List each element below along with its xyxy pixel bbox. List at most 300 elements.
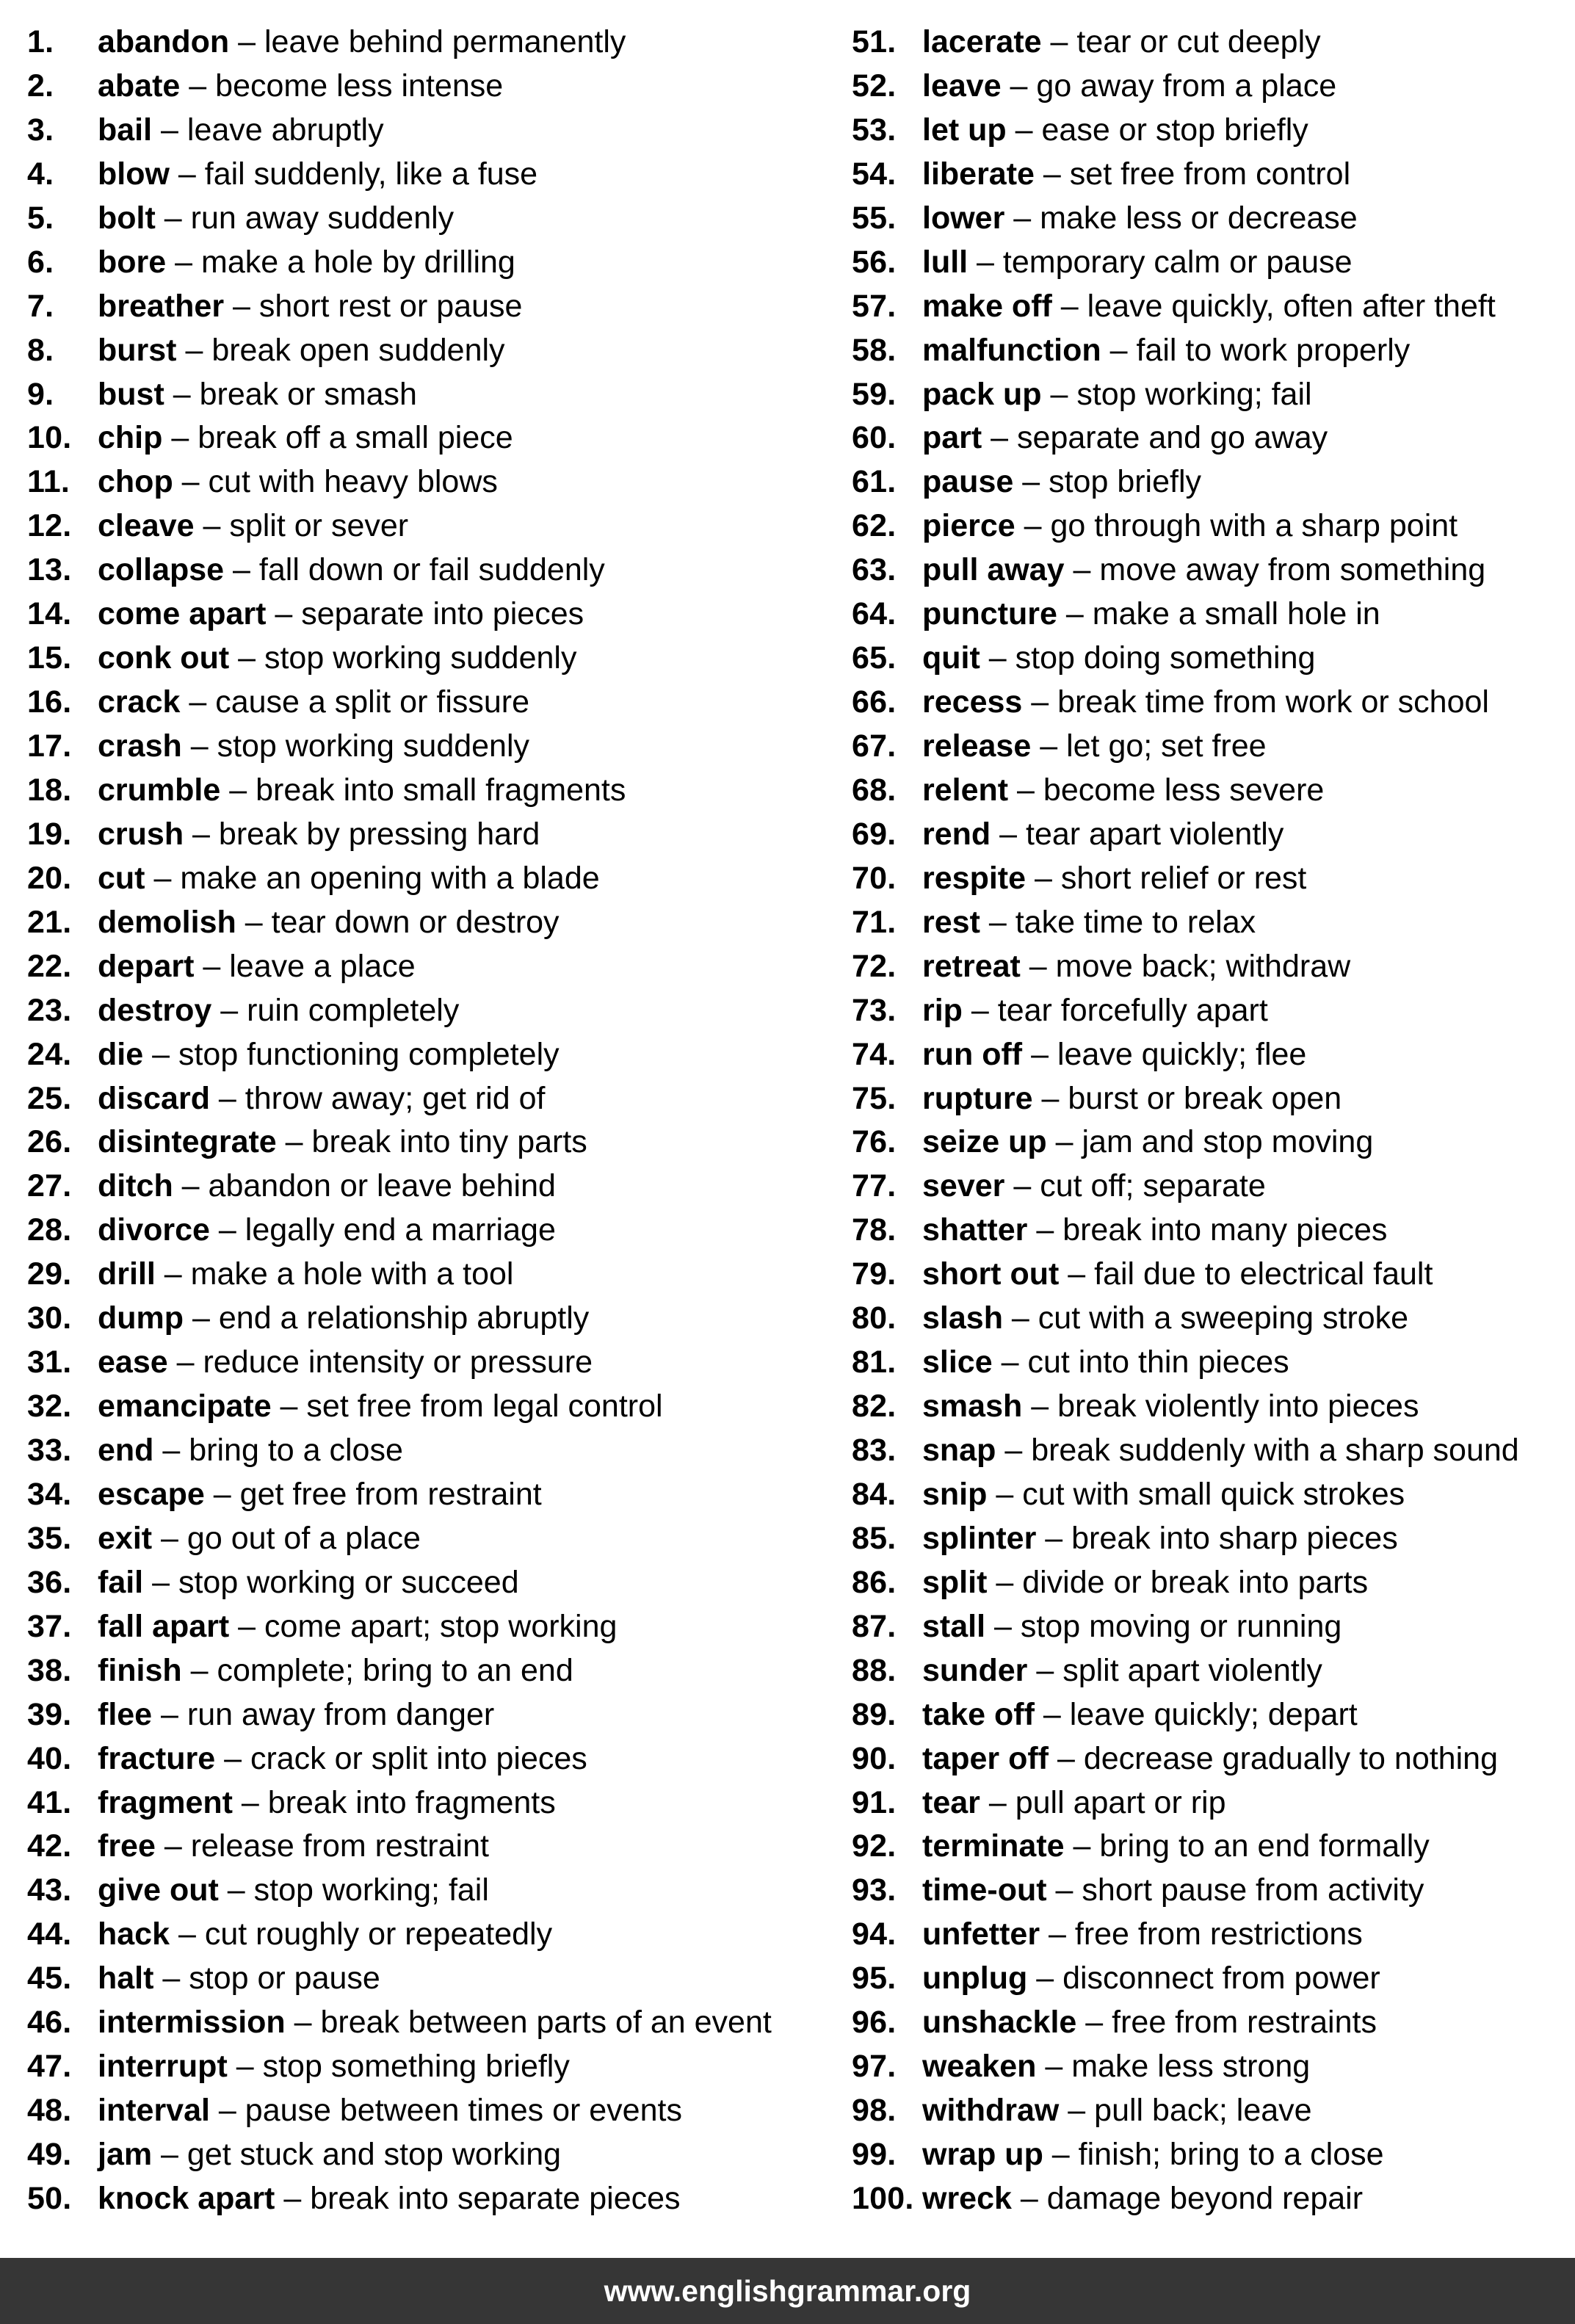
item-separator: – (209, 2093, 245, 2129)
item-separator: – (1051, 288, 1087, 324)
item-separator: – (1046, 1124, 1082, 1160)
list-item (852, 637, 1519, 681)
item-term: release (922, 728, 1032, 764)
item-definition: make a small hole in (1092, 596, 1380, 632)
item-definition: divide or break into parts (1022, 1564, 1369, 1600)
item-term: bolt (98, 200, 156, 236)
item-separator: – (215, 1740, 250, 1776)
item-number: 62. (852, 508, 897, 544)
item-separator: – (1022, 684, 1058, 720)
item-separator: – (194, 508, 230, 544)
item-separator: – (232, 1784, 268, 1820)
item-term: drill (98, 1256, 156, 1292)
item-separator: – (143, 1036, 178, 1072)
item-separator: – (968, 244, 1003, 280)
item-definition: disconnect from power (1062, 1961, 1380, 1997)
item-number: 53. (852, 112, 897, 148)
list-item (27, 945, 772, 989)
item-separator: – (211, 992, 247, 1028)
item-term: rend (922, 816, 991, 852)
item-definition: bring to an end formally (1099, 1828, 1430, 1864)
list-item (27, 769, 772, 813)
item-number: 94. (852, 1916, 897, 1952)
list-item (27, 2177, 772, 2221)
item-separator: – (1059, 2093, 1095, 2129)
item-number: 30. (27, 1300, 72, 1336)
list-item (27, 637, 772, 681)
item-term: collapse (98, 552, 225, 588)
item-separator: – (229, 1608, 265, 1644)
item-separator: – (164, 376, 200, 412)
item-definition: get stuck and stop working (187, 2137, 562, 2172)
item-definition: ease or stop briefly (1041, 112, 1308, 148)
item-number: 46. (27, 2005, 72, 2041)
item-number: 22. (27, 948, 72, 984)
list-item (27, 241, 772, 285)
item-definition: pause between times or events (245, 2093, 682, 2129)
item-term: jam (98, 2137, 153, 2172)
item-term: leave (922, 68, 1002, 104)
list-item (27, 1825, 772, 1869)
item-term: hack (98, 1916, 170, 1952)
item-separator: – (1034, 1696, 1070, 1732)
item-definition: end a relationship abruptly (218, 1300, 590, 1336)
item-number: 65. (852, 640, 897, 676)
item-term: shatter (922, 1212, 1028, 1248)
item-definition: crack or split into pieces (250, 1740, 587, 1776)
item-definition: go out of a place (187, 1520, 421, 1556)
item-separator: – (209, 1080, 245, 1116)
item-number: 63. (852, 552, 897, 588)
list-item (27, 2045, 772, 2089)
list-item (27, 1385, 772, 1429)
item-definition: finish; bring to a close (1078, 2137, 1384, 2172)
item-separator: – (1020, 948, 1056, 984)
item-term: crack (98, 684, 181, 720)
item-definition: break between parts of an event (320, 2005, 772, 2041)
item-separator: – (224, 288, 259, 324)
item-number: 8. (27, 332, 54, 368)
item-number: 90. (852, 1740, 897, 1776)
item-term: lacerate (922, 24, 1042, 59)
list-item (852, 1605, 1519, 1649)
item-number: 18. (27, 772, 72, 808)
list-item (27, 504, 772, 549)
item-definition: leave quickly; flee (1057, 1036, 1307, 1072)
item-separator: – (184, 816, 219, 852)
list-item (27, 1429, 772, 1473)
item-number: 79. (852, 1256, 897, 1292)
word-list-column-right (852, 21, 1519, 2221)
item-separator: – (209, 1212, 245, 1248)
item-term: chip (98, 420, 163, 456)
item-separator: – (1027, 1961, 1063, 1997)
item-separator: – (181, 1652, 217, 1688)
item-definition: fail to work properly (1136, 332, 1411, 368)
item-definition: cut roughly or repeatedly (204, 1916, 553, 1952)
item-term: abate (98, 68, 181, 104)
item-term: time-out (922, 1872, 1047, 1908)
item-term: conk out (98, 640, 230, 676)
footer-bar (0, 2258, 1575, 2324)
item-number: 96. (852, 2005, 897, 2041)
item-term: come apart (98, 596, 267, 632)
list-item (852, 1077, 1519, 1121)
item-separator: – (1022, 1036, 1057, 1072)
item-number: 41. (27, 1784, 72, 1820)
item-separator: – (167, 1344, 203, 1380)
item-term: discard (98, 1080, 210, 1116)
item-definition: cut into thin pieces (1027, 1344, 1289, 1380)
item-separator: – (153, 1961, 189, 1997)
list-item (27, 813, 772, 857)
item-definition: break time from work or school (1057, 684, 1489, 720)
item-number: 17. (27, 728, 72, 764)
item-term: relent (922, 772, 1009, 808)
list-item (852, 416, 1519, 460)
list-item (27, 329, 772, 373)
item-separator: – (1032, 1080, 1068, 1116)
item-number: 48. (27, 2093, 72, 2129)
list-item (27, 197, 772, 241)
item-separator: – (1001, 68, 1037, 104)
item-separator: – (152, 2137, 187, 2172)
list-item (852, 373, 1519, 417)
item-term: cut (98, 860, 145, 896)
item-separator: – (155, 200, 191, 236)
item-term: crumble (98, 772, 221, 808)
item-separator: – (180, 684, 216, 720)
item-definition: move away from something (1099, 552, 1486, 588)
item-separator: – (1011, 2180, 1047, 2216)
item-definition: break by pressing hard (218, 816, 540, 852)
item-separator: – (194, 948, 230, 984)
item-definition: make a hole by drilling (201, 244, 515, 280)
list-item (27, 1869, 772, 1913)
item-term: retreat (922, 948, 1021, 984)
list-item (27, 1341, 772, 1385)
item-separator: – (275, 2180, 311, 2216)
item-term: smash (922, 1389, 1023, 1425)
item-term: blow (98, 156, 170, 192)
list-item (27, 857, 772, 901)
item-definition: ruin completely (247, 992, 460, 1028)
item-definition: tear down or destroy (271, 904, 560, 940)
list-item (27, 1957, 772, 2001)
list-item (852, 1649, 1519, 1693)
item-term: slash (922, 1300, 1003, 1336)
item-definition: become less intense (215, 68, 504, 104)
item-number: 55. (852, 200, 897, 236)
item-number: 69. (852, 816, 897, 852)
item-term: weaken (922, 2049, 1037, 2085)
item-definition: temporary calm or pause (1002, 244, 1353, 280)
item-number: 91. (852, 1784, 897, 1820)
item-number: 13. (27, 552, 72, 588)
item-term: fall apart (98, 1608, 230, 1644)
list-item (27, 901, 772, 945)
item-number: 39. (27, 1696, 72, 1732)
item-definition: pull apart or rip (1015, 1784, 1226, 1820)
item-number: 9. (27, 376, 54, 412)
item-term: bore (98, 244, 167, 280)
item-term: ease (98, 1344, 168, 1380)
item-term: halt (98, 1961, 154, 1997)
item-definition: cut off; separate (1040, 1168, 1266, 1204)
item-term: stall (922, 1608, 986, 1644)
list-item (852, 901, 1519, 945)
item-definition: stop or pause (189, 1961, 380, 1997)
item-definition: break off a small piece (198, 420, 513, 456)
list-item (27, 2133, 772, 2177)
item-definition: reduce intensity or pressure (203, 1344, 593, 1380)
item-definition: stop doing something (1015, 640, 1316, 676)
list-item (852, 2001, 1519, 2045)
list-item (27, 1297, 772, 1341)
item-definition: stop functioning completely (178, 1036, 560, 1072)
list-item (27, 989, 772, 1033)
list-item (852, 549, 1519, 593)
item-separator: – (1031, 728, 1067, 764)
item-definition: leave quickly; depart (1069, 1696, 1358, 1732)
item-definition: fail due to electrical fault (1094, 1256, 1433, 1292)
item-term: unfetter (922, 1916, 1040, 1952)
item-number: 51. (852, 24, 897, 59)
item-definition: take time to relax (1015, 904, 1256, 940)
item-separator: – (980, 640, 1015, 676)
list-item (852, 593, 1519, 637)
item-term: puncture (922, 596, 1057, 632)
list-item (27, 681, 772, 725)
item-separator: – (1049, 1740, 1084, 1776)
item-term: chop (98, 464, 173, 500)
list-item (27, 285, 772, 329)
item-definition: fall down or fail suddenly (258, 552, 605, 588)
item-definition: stop working or succeed (178, 1564, 519, 1600)
item-number: 34. (27, 1476, 72, 1512)
item-number: 88. (852, 1652, 897, 1688)
item-number: 74. (852, 1036, 897, 1072)
item-definition: move back; withdraw (1055, 948, 1351, 984)
item-definition: stop working; fail (1076, 376, 1312, 412)
item-definition: stop working suddenly (217, 728, 530, 764)
item-number: 97. (852, 2049, 897, 2085)
item-separator: – (980, 904, 1015, 940)
item-number: 80. (852, 1300, 897, 1336)
item-term: unshackle (922, 2005, 1077, 2041)
list-item (27, 1033, 772, 1077)
item-separator: – (271, 1389, 307, 1425)
item-number: 31. (27, 1344, 72, 1380)
item-definition: cut with heavy blows (208, 464, 498, 500)
item-definition: throw away; get rid of (245, 1080, 546, 1116)
item-term: malfunction (922, 332, 1101, 368)
item-term: exit (98, 1520, 153, 1556)
item-number: 61. (852, 464, 897, 500)
item-definition: complete; bring to an end (217, 1652, 573, 1688)
item-term: cleave (98, 508, 195, 544)
item-definition: leave behind permanently (264, 24, 626, 59)
list-item (852, 857, 1519, 901)
item-term: taper off (922, 1740, 1049, 1776)
item-separator: – (1059, 1256, 1095, 1292)
item-number: 57. (852, 288, 897, 324)
item-term: splinter (922, 1520, 1037, 1556)
item-separator: – (285, 2005, 321, 2041)
item-definition: break into tiny parts (311, 1124, 587, 1160)
list-item (852, 1209, 1519, 1253)
list-item (27, 2089, 772, 2133)
item-separator: – (1036, 1520, 1072, 1556)
item-term: dump (98, 1300, 184, 1336)
item-term: bail (98, 112, 153, 148)
item-definition: come apart; stop working (264, 1608, 618, 1644)
item-separator: – (229, 24, 264, 59)
item-term: pull away (922, 552, 1065, 588)
item-term: rest (922, 904, 980, 940)
item-number: 47. (27, 2049, 72, 2085)
item-definition: stop briefly (1049, 464, 1202, 500)
item-number: 85. (852, 1520, 897, 1556)
item-number: 6. (27, 244, 54, 280)
item-definition: break into small fragments (256, 772, 626, 808)
item-separator: – (1027, 1212, 1063, 1248)
item-separator: – (980, 1784, 1015, 1820)
item-separator: – (982, 420, 1018, 456)
item-separator: – (145, 860, 181, 896)
item-definition: leave quickly, often after theft (1087, 288, 1496, 324)
item-number: 38. (27, 1652, 72, 1688)
item-term: ditch (98, 1168, 173, 1204)
item-separator: – (1046, 1872, 1082, 1908)
list-item (852, 1957, 1519, 2001)
item-number: 35. (27, 1520, 72, 1556)
item-separator: – (1041, 24, 1077, 59)
item-definition: run away from danger (187, 1696, 495, 1732)
item-number: 56. (852, 244, 897, 280)
list-item (852, 285, 1519, 329)
item-separator: – (152, 1520, 187, 1556)
item-definition: jam and stop moving (1082, 1124, 1374, 1160)
list-item (27, 725, 772, 769)
list-item (27, 1165, 772, 1209)
item-term: make off (922, 288, 1052, 324)
item-separator: – (1006, 112, 1042, 148)
item-number: 86. (852, 1564, 897, 1600)
item-term: lull (922, 244, 968, 280)
item-number: 5. (27, 200, 54, 236)
item-number: 83. (852, 1433, 897, 1468)
item-definition: make less or decrease (1040, 200, 1358, 236)
item-term: depart (98, 948, 195, 984)
list-item (27, 2001, 772, 2045)
item-term: part (922, 420, 982, 456)
item-number: 50. (27, 2180, 72, 2216)
item-term: burst (98, 332, 177, 368)
item-number: 14. (27, 596, 72, 632)
item-separator: – (992, 1344, 1028, 1380)
item-number: 73. (852, 992, 897, 1028)
item-term: end (98, 1433, 154, 1468)
item-term: wrap up (922, 2137, 1043, 2172)
item-definition: cut with small quick strokes (1022, 1476, 1405, 1512)
item-term: lower (922, 200, 1005, 236)
item-term: split (922, 1564, 988, 1600)
item-separator: – (1015, 508, 1051, 544)
item-definition: leave abruptly (187, 112, 384, 148)
item-term: fracture (98, 1740, 216, 1776)
item-separator: – (1064, 552, 1100, 588)
list-item (27, 1253, 772, 1297)
item-number: 64. (852, 596, 897, 632)
list-item (27, 1473, 772, 1517)
item-term: snip (922, 1476, 988, 1512)
item-definition: stop working; fail (253, 1872, 489, 1908)
item-term: crash (98, 728, 182, 764)
item-number: 89. (852, 1696, 897, 1732)
list-item (27, 1561, 772, 1605)
item-number: 66. (852, 684, 897, 720)
list-item (852, 1693, 1519, 1737)
item-number: 25. (27, 1080, 72, 1116)
item-separator: – (184, 1300, 219, 1336)
list-item (852, 1913, 1519, 1957)
item-separator: – (176, 332, 212, 368)
item-term: escape (98, 1476, 205, 1512)
item-definition: break into many pieces (1062, 1212, 1388, 1248)
item-separator: – (227, 2049, 263, 2085)
item-definition: decrease gradually to nothing (1083, 1740, 1498, 1776)
item-number: 20. (27, 860, 72, 896)
item-number: 99. (852, 2137, 897, 2172)
item-number: 92. (852, 1828, 897, 1864)
item-separator: – (987, 1476, 1023, 1512)
item-number: 70. (852, 860, 897, 896)
item-definition: tear apart violently (1026, 816, 1284, 852)
item-separator: – (991, 816, 1026, 852)
item-definition: separate into pieces (301, 596, 584, 632)
list-item (852, 329, 1519, 373)
list-item (27, 593, 772, 637)
item-number: 49. (27, 2137, 72, 2172)
item-separator: – (1002, 1300, 1038, 1336)
item-definition: break open suddenly (211, 332, 505, 368)
list-item (852, 504, 1519, 549)
item-number: 33. (27, 1433, 72, 1468)
item-number: 12. (27, 508, 72, 544)
item-number: 37. (27, 1608, 72, 1644)
item-separator: – (1022, 1389, 1058, 1425)
item-definition: leave a place (229, 948, 416, 984)
item-definition: break violently into pieces (1057, 1389, 1419, 1425)
list-item (852, 2133, 1519, 2177)
item-definition: break suddenly with a sharp sound (1031, 1433, 1519, 1468)
item-number: 27. (27, 1168, 72, 1204)
item-number: 1. (27, 24, 54, 59)
item-term: snap (922, 1433, 996, 1468)
list-item (852, 945, 1519, 989)
item-term: breather (98, 288, 225, 324)
list-item (27, 1517, 772, 1561)
item-term: knock apart (98, 2180, 275, 2216)
item-number: 2. (27, 68, 54, 104)
item-separator: – (155, 1828, 191, 1864)
list-item (27, 1781, 772, 1825)
item-term: bust (98, 376, 164, 412)
item-term: fail (98, 1564, 144, 1600)
item-separator: – (987, 1564, 1023, 1600)
item-number: 95. (852, 1961, 897, 1997)
